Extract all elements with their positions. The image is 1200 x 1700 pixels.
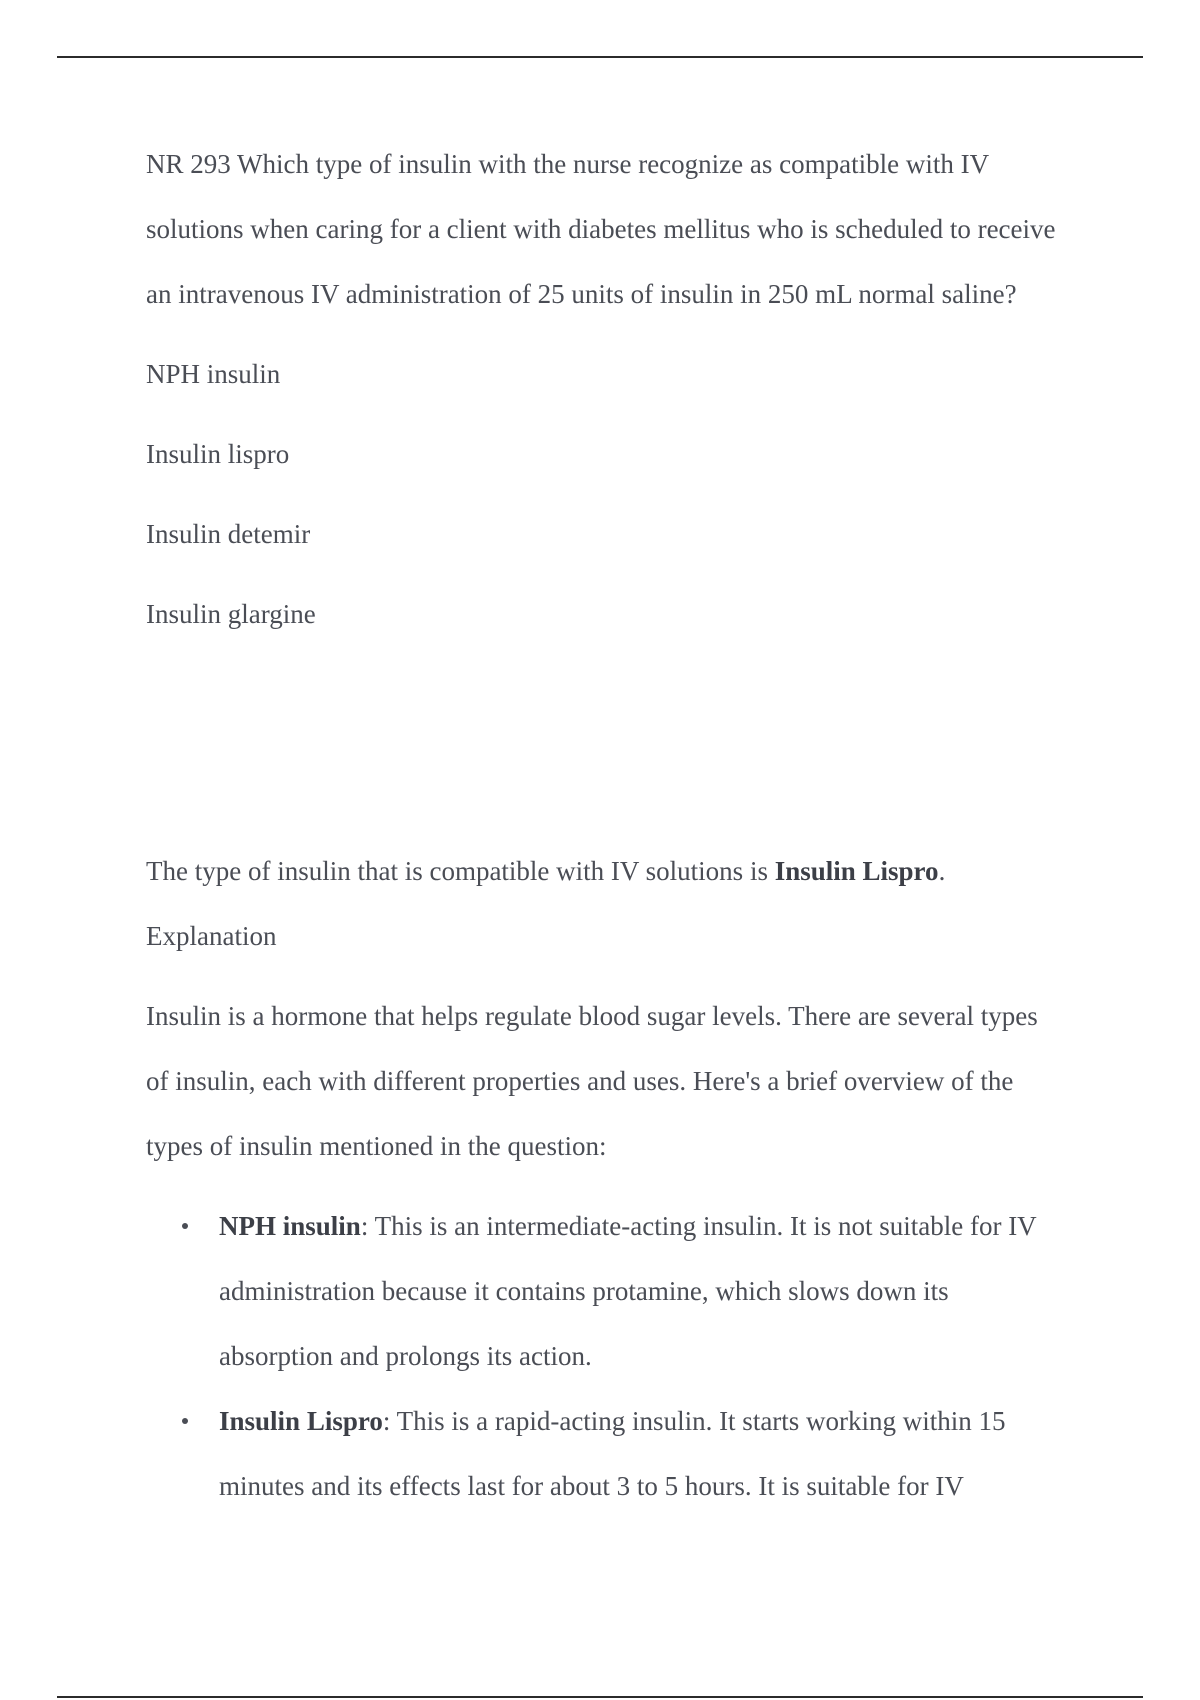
list-item	[146, 1389, 1066, 1519]
list-item	[146, 1194, 1066, 1389]
list-item-text: : This is an intermediate-acting insulin. It is not suitable for IV administration because it contains protamine, which slows down its absorption and prolongs its action.	[219, 1211, 1037, 1371]
list-item-term: Insulin Lispro	[219, 1406, 383, 1436]
explanation-intro: Insulin is a hormone that helps regulate blood sugar levels. There are several types of insulin, each with different properties and uses. Here's a brief overview of the types of insulin mentioned in the question:	[146, 1001, 1038, 1161]
bullet-icon	[182, 1418, 188, 1424]
explanation-heading: Explanation	[146, 921, 277, 951]
bullet-icon	[182, 1223, 188, 1229]
insulin-type-list	[146, 1194, 1066, 1519]
top-divider	[57, 56, 1143, 58]
option-detemir: Insulin detemir	[146, 519, 311, 549]
question-text: NR 293 Which type of insulin with the nurse recognize as compatible with IV solutions when caring for a client with diabetes mellitus who is scheduled to receive an intravenous IV administration of 25 units of insulin in 250 mL normal saline?	[146, 149, 1056, 309]
answer-suffix: .	[938, 856, 946, 886]
option-nph: NPH insulin	[146, 359, 281, 389]
document-body	[146, 132, 1066, 1519]
answer-prefix: The type of insulin that is compatible with IV solutions is	[146, 856, 775, 886]
answer-bold: Insulin Lispro	[774, 856, 939, 886]
list-item-text: : This is a rapid-acting insulin. It starts working within 15 minutes and its effects last for about 3 to 5 hours. It is suitable for IV	[219, 1406, 1006, 1501]
option-lispro: Insulin lispro	[146, 439, 290, 469]
option-glargine: Insulin glargine	[146, 599, 316, 629]
bottom-divider	[57, 1696, 1143, 1698]
answer-statement	[146, 839, 1066, 904]
answer-options	[146, 342, 1066, 647]
list-item-term: NPH insulin	[219, 1211, 361, 1241]
